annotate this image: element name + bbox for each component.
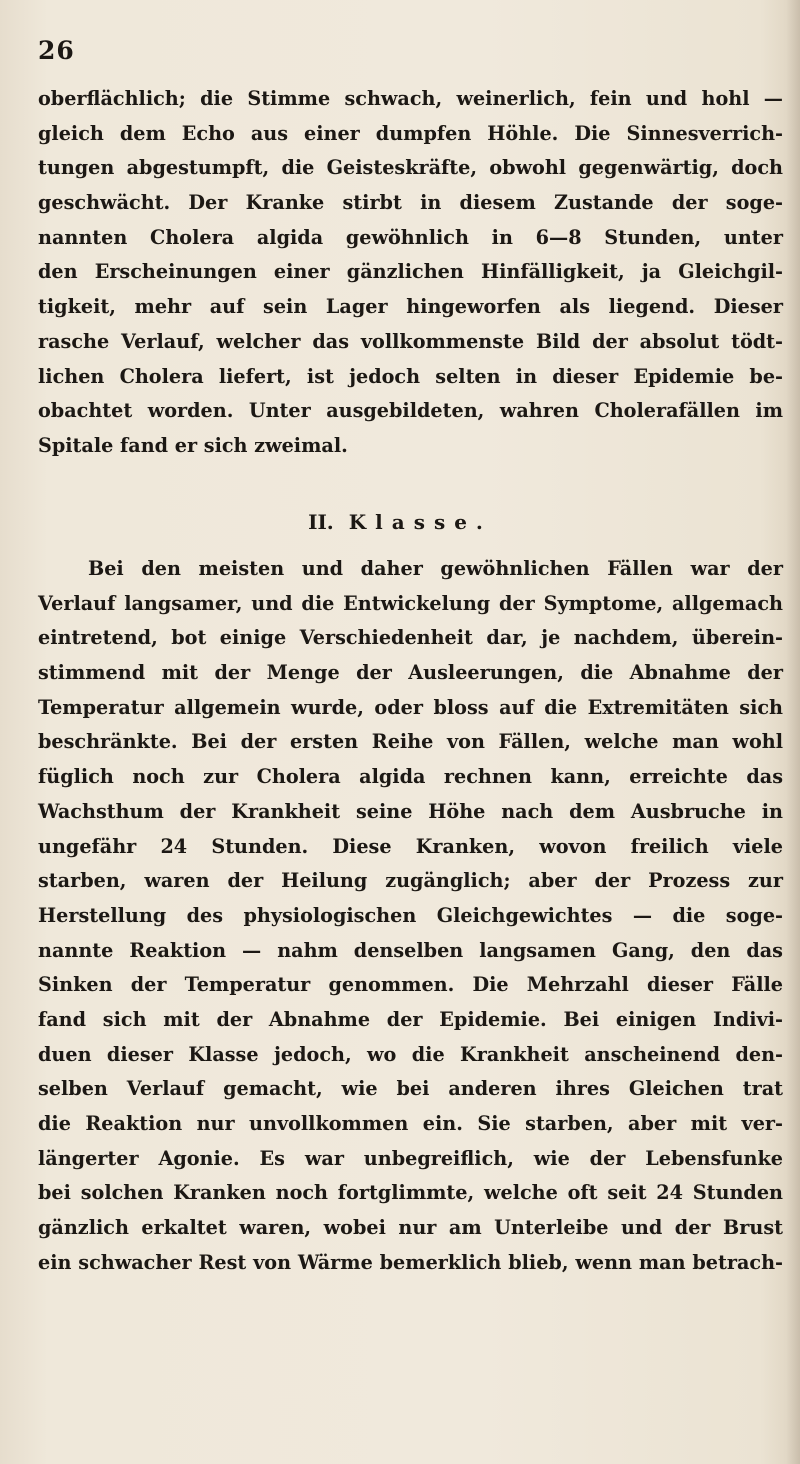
text-line: Sinken der Temperatur genommen. Die Mehrzahl dieser Fälle [38,973,783,997]
paragraph-second-class [38,552,783,1280]
text-line: eintretend, bot einige Verschiedenheit dar, je nachdem, überein- [38,626,783,650]
text-line: lichen Cholera liefert, ist jedoch selten in dieser Epidemie be- [38,364,783,388]
text-line: obachtet worden. Unter ausgebildeten, wahren Cholerafällen im [38,399,783,423]
text-line: nannte Reaktion — nahm denselben langsamen Gang, den das [38,938,783,962]
text-line: gänzlich erkaltet waren, wobei nur am Unterleibe und der Brust [38,1216,783,1240]
section-title: Klasse. [348,510,492,534]
text-line: Verlauf langsamer, und die Entwickelung der Symptome, allgemach [38,591,783,615]
text-line: tigkeit, mehr auf sein Lager hingeworfen als liegend. Dieser [38,295,783,319]
text-line: nannten Cholera algida gewöhnlich in 6—8 Stunden, unter [38,225,783,249]
text-line: ein schwacher Rest von Wärme bemerklich blieb, wenn man betrach- [38,1250,783,1274]
text-line: ungefähr 24 Stunden. Diese Kranken, wovon freilich viele [38,834,783,858]
text-line: Bei den meisten und daher gewöhnlichen Fällen war der [88,557,783,580]
page-number: 26 [38,36,75,65]
text-line: tungen abgestumpft, die Geisteskräfte, obwohl gegenwärtig, doch [38,156,783,180]
text-line: die Reaktion nur unvollkommen ein. Sie starben, aber mit ver- [38,1112,783,1135]
text-line: füglich noch zur Cholera algida rechnen kann, erreichte das [38,765,783,789]
text-line: Spitale fand er sich zweimal. [38,433,348,457]
text-line: stimmend mit der Menge der Ausleerungen, die Abnahme der [38,661,783,685]
text-line: gleich dem Echo aus einer dumpfen Höhle. Die Sinnesverrich- [38,121,783,145]
page-edge-shadow [786,0,800,1464]
paragraph-cholera-algida [38,82,783,464]
text-line: beschränkte. Bei der ersten Reihe von Fällen, welche man wohl [38,730,783,754]
text-line: Herstellung des physiologischen Gleichgewichtes — die soge- [38,903,783,927]
text-line: Temperatur allgemein wurde, oder bloss auf die Extremitäten sich [38,695,783,719]
text-line: bei solchen Kranken noch fortglimmte, welche oft seit 24 Stunden [38,1181,783,1205]
section-heading [0,505,800,539]
text-line: duen dieser Klasse jedoch, wo die Krankheit anscheinend den- [38,1042,783,1066]
section-numeral: II. [308,510,334,534]
text-line: fand sich mit der Abnahme der Epidemie. Bei einigen Indivi- [38,1007,783,1031]
text-line: den Erscheinungen einer gänzlichen Hinfälligkeit, ja Gleichgil- [38,260,783,284]
text-line: Wachsthum der Krankheit seine Höhe nach dem Ausbruche in [38,799,783,823]
text-line: geschwächt. Der Kranke stirbt in diesem Zustande der soge- [38,191,783,215]
text-line: rasche Verlauf, welcher das vollkommenste Bild der absolut tödt- [38,329,783,353]
text-line: starben, waren der Heilung zugänglich; aber der Prozess zur [38,869,783,893]
text-line: längerter Agonie. Es war unbegreiflich, wie der Lebensfunke [38,1146,783,1170]
text-line: oberflächlich; die Stimme schwach, weinerlich, fein und hohl — [38,87,783,110]
text-line: selben Verlauf gemacht, wie bei anderen ihres Gleichen trat [38,1077,783,1101]
